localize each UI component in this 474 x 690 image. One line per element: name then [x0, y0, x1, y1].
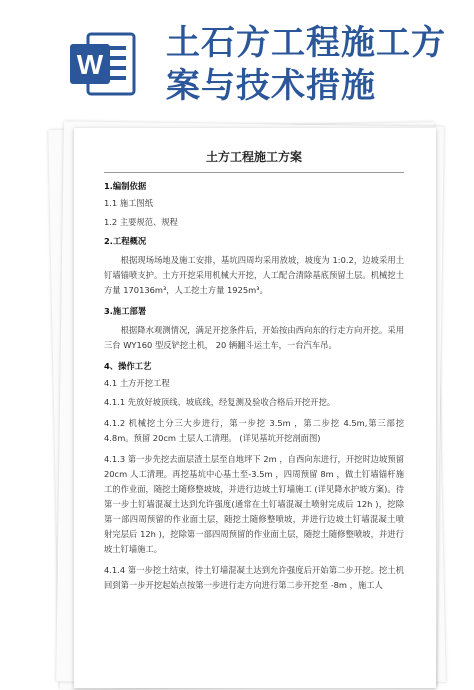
subsection-heading: 4.1 土方开挖工程 — [104, 378, 170, 388]
paragraph: 根据现场场地及施工安排，基坑四周均采用放坡，坡度为 1:0.2，边坡采用土钉墙锚喷支护。土方开挖采用机械大开挖，人工配合清除基底预留土层。机械挖土方量 170136m³，人工挖土方量 1925m³。 — [104, 255, 404, 295]
word-document-icon — [66, 28, 138, 100]
list-item: 1.2 主要规范、规程 — [104, 217, 178, 227]
paragraph: 4.1.3 第一步先挖去面层渣土层至自地坪下 2m ，自西向东进行，开挖时边坡预留20cm 人工清理。再挖基坑中心基土至-3.5m ，四周预留 8m ，做土钉墙锚杆施工的作业面，随挖土随修整坡坡，并进行边坡土钉墙施工 (详见降水护坡方案)。待第一步土钉墙混凝土达到允许强度(通常在土钉墙混凝土喷射完成后 12h )，挖除第一部四周预留的作业面土层，随挖土随修整喷坡，并进行边坡土钉墙混凝土喷 射完层后 12h )，挖除第一部四周预留的作业面土层，随挖土随修整喷坡，并进行坡土钉墙施工。 — [104, 454, 404, 554]
section-heading: 3.施工部署 — [104, 306, 147, 316]
paragraph: 4.1.2 机械挖土分三大步进行，第一步挖 3.5m ，第二步挖 4.5m,第三部挖 4.8m。预留 20cm 土层人工清理。 (详见基坑开挖剖面图) — [104, 418, 404, 443]
list-item: 1.1 施工图纸 — [104, 198, 154, 208]
paragraph: 4.1.1 先放好坡顶线、坡底线，经复测及验收合格后开挖开挖。 — [104, 397, 336, 407]
banner-title-line1: 土石方工程施工方 — [166, 23, 446, 63]
paragraph: 4.1.4 第一步挖土结束，待土钉墙混凝土达到允许强度后开始第二步开挖。挖土机回到第一步开挖起始点按第一步进行走方向进行第二步开挖至 -8m ，施工人 — [104, 565, 404, 590]
title-divider — [104, 172, 404, 173]
paragraph: 根据降水观测情况，满足开挖条件后，开始按由西向东的行走方向开挖。采用三台 WY160 型反铲挖土机， 20 辆翻斗运土车，一台汽车吊。 — [104, 325, 404, 350]
banner-title — [166, 22, 466, 108]
banner — [0, 0, 474, 118]
section-heading: 1.编制依据 — [104, 181, 147, 191]
document-body — [104, 148, 404, 599]
word-icon-letter: W — [76, 49, 104, 80]
document-title: 土方工程施工方案 — [205, 150, 302, 164]
section-heading: 4、操作工艺 — [104, 361, 152, 371]
banner-title-line2: 案与技术措施 — [166, 66, 376, 106]
section-heading: 2.工程概况 — [104, 236, 147, 246]
